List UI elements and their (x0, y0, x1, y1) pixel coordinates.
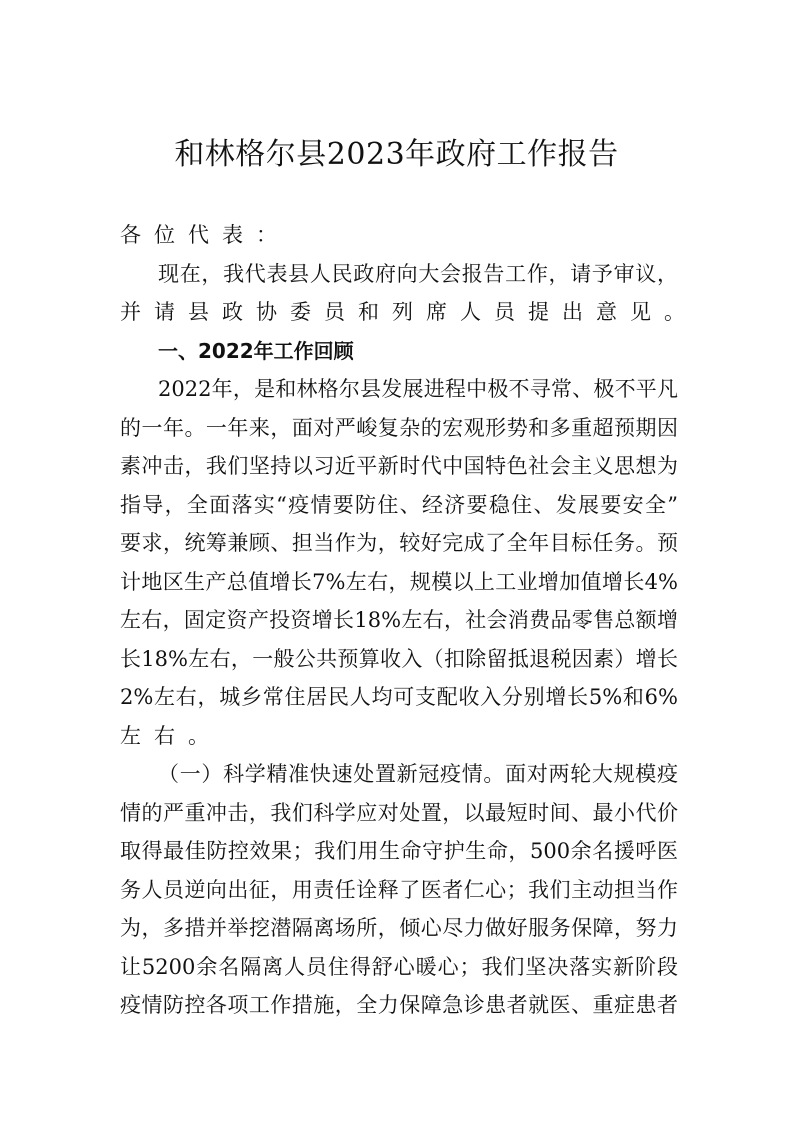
paragraph-line: 务人员逆向出征，用责任诠释了医者仁心；我们主动担当作 (120, 877, 678, 902)
paragraph-line: （一）科学精准快速处置新冠疫情。面对两轮大规模疫 (158, 762, 678, 786)
paragraph-line: 2022年，是和林格尔县发展进程中极不寻常、极不平凡 (158, 377, 678, 401)
paragraph-line: 素冲击，我们坚持以习近平新时代中国特色社会主义思想为 (120, 454, 678, 478)
paragraph-line: 左右。 (120, 723, 222, 748)
document-body (120, 216, 698, 1025)
paragraph-line: 2%左右，城乡常住居民人均可支配收入分别增长5%和6% (120, 685, 678, 709)
paragraph-line: 指导，全面落实“疫情要防住、经济要稳住、发展要安全” (120, 492, 678, 517)
paragraph-line: 的一年。一年来，面对严峻复杂的宏观形势和多重超预期因 (120, 415, 678, 440)
paragraph-line: 计地区生产总值增长7%左右，规模以上工业增加值增长4% (120, 569, 678, 594)
paragraph-line: 情的严重冲击，我们科学应对处置，以最短时间、最小代价 (120, 800, 678, 825)
paragraph-review (120, 370, 678, 755)
salutation: 各位代表： (120, 223, 290, 247)
paragraph-line: 左右，固定资产投资增长18%左右，社会消费品零售总额增 (120, 608, 678, 632)
paragraph-line: 为，多措并举挖潜隔离场所，倾心尽力做好服务保障，努力 (120, 916, 678, 940)
paragraph-line: 疫情防控各项工作措施，全力保障急诊患者就医、重症患者 (120, 993, 678, 1017)
document-title: 和林格尔县2023年政府工作报告 (174, 137, 619, 172)
paragraph-line: 长18%左右，一般公共预算收入（扣除留抵退税因素）增长 (120, 646, 678, 671)
paragraph-line: 取得最佳防控效果；我们用生命守护生命，500余名援呼医 (120, 839, 678, 863)
section-heading: 一、2022年工作回顾 (158, 338, 354, 363)
paragraph-line: 要求，统筹兼顾、担当作为，较好完成了全年目标任务。预 (120, 531, 678, 555)
intro-line: 并请县政协委员和列席人员提出意见。 (120, 300, 698, 324)
paragraph-epidemic (120, 755, 678, 1025)
paragraph-line: 让5200余名隔离人员住得舒心暖心；我们坚决落实新阶段 (120, 954, 678, 979)
intro-line: 现在，我代表县人民政府向大会报告工作，请予审议， (158, 261, 678, 286)
